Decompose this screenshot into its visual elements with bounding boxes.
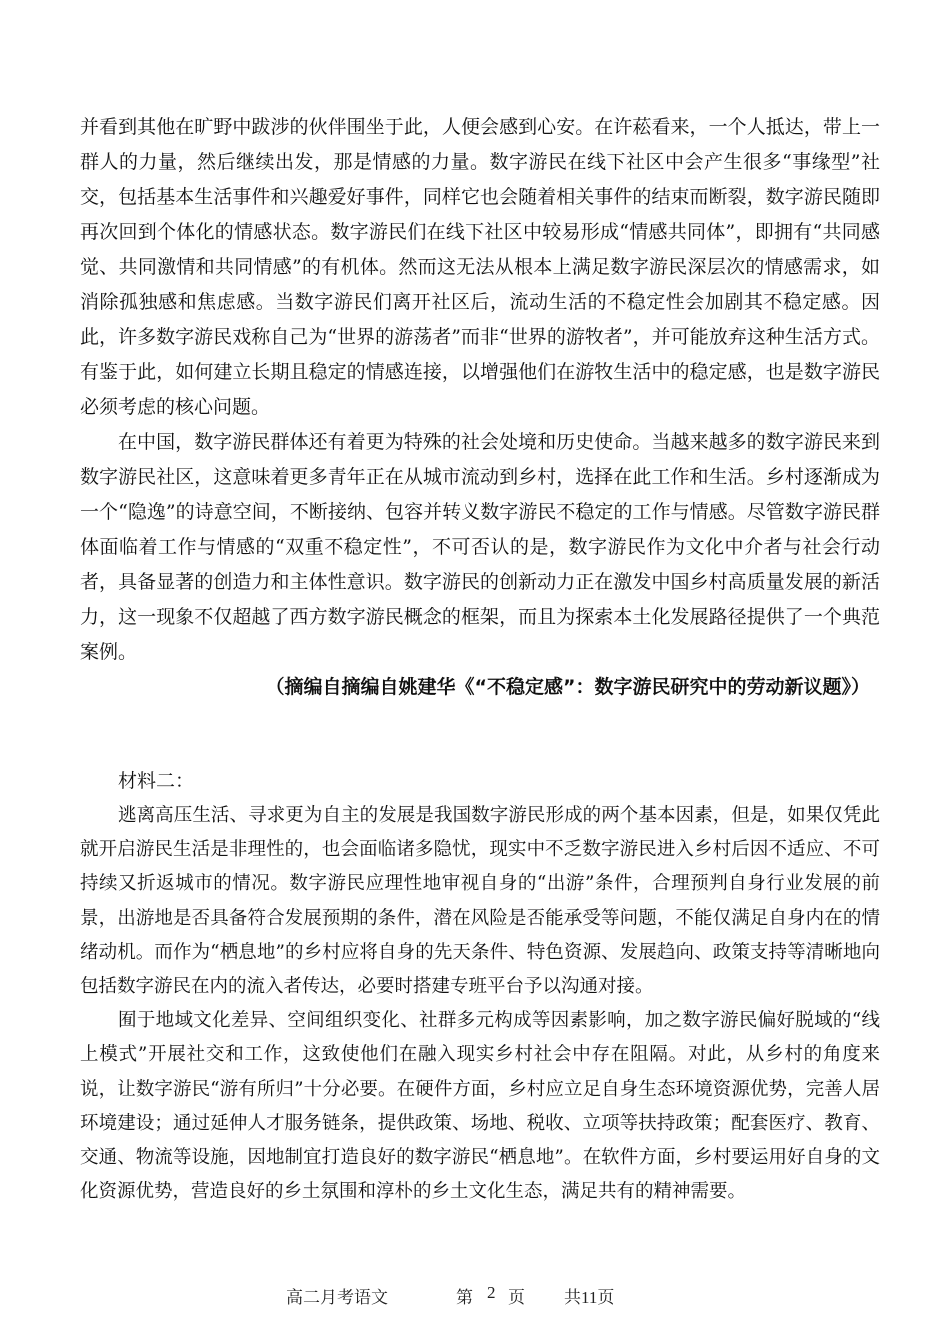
material-one-block (80, 110, 880, 705)
material-one-source: （摘编自摘编自姚建华《“不稳定感”：数字游民研究中的劳动新议题》） (265, 676, 870, 698)
material-two-heading: 材料二： (118, 770, 195, 792)
page-footer (0, 1283, 950, 1313)
footer-page-prefix: 第 (456, 1288, 473, 1307)
material-one-paragraph-1: 并看到其他在旷野中跋涉的伙伴围坐于此，人便会感到心安。在许菘看来，一个人抵达，带上一群人的力量，然后继续出发，那是情感的力量。数字游民在线下社区中会产生很多“事缘型”社交，包括基本生活事件和兴趣爱好事件，同样它也会随着相关事件的结束而断裂，数字游民随即再次回到个体化的情感状态。数字游民们在线下社区中较易形成“情感共同体”，即拥有“共同感觉、共同激情和共同情感”的有机体。然而这无法从根本上满足数字游民深层次的情感需求，如消除孤独感和焦虑感。当数字游民们离开社区后，流动生活的不稳定性会加剧其不稳定感。因此，许多数字游民戏称自己为“世界的游荡者”而非“世界的游牧者”，并可能放弃这种生活方式。有鉴于此，如何建立长期且稳定的情感连接，以增强他们在游牧生活中的稳定感，也是数字游民必须考虑的核心问题。 (80, 116, 880, 418)
material-two-paragraph-1: 逃离高压生活、寻求更为自主的发展是我国数字游民形成的两个基本因素，但是，如果仅凭此就开启游民生活是非理性的，也会面临诸多隐忧，现实中不乏数字游民进入乡村后因不适应、不可持续又折返城市的情况。数字游民应理性地审视自身的“出游”条件，合理预判自身行业发展的前景，出游地是否具备符合发展预期的条件，潜在风险是否能承受等问题，不能仅满足自身内在的情绪动机。而作为“栖息地”的乡村应将自身的先天条件、特色资源、发展趋向、政策支持等清晰地向包括数字游民在内的流入者传达，必要时搭建专班平台予以沟通对接。 (80, 805, 880, 998)
footer-page-number: 2 (487, 1283, 496, 1302)
material-two-block (80, 764, 880, 1209)
footer-page-suffix: 页 (508, 1288, 525, 1307)
material-two-paragraph-2: 囿于地域文化差异、空间组织变化、社群多元构成等因素影响，加之数字游民偏好脱域的“线上模式”开展社交和工作，这致使他们在融入现实乡村社会中存在阻隔。对此，从乡村的角度来说，让数字游民“游有所归”十分必要。在硬件方面，乡村应立足自身生态环境资源优势，完善人居环境建设；通过延伸人才服务链条，提供政策、场地、税收、立项等扶持政策；配套医疗、教育、交通、物流等设施，因地制宜打造良好的数字游民“栖息地”。在软件方面，乡村要运用好自身的文化资源优势，营造良好的乡土氛围和淳朴的乡土文化生态，满足共有的精神需要。 (80, 1010, 880, 1203)
footer-exam-title: 高二月考语文 (286, 1288, 388, 1307)
footer-total-pages: 共11页 (564, 1288, 615, 1307)
material-one-paragraph-2: 在中国，数字游民群体还有着更为特殊的社会处境和历史使命。当越来越多的数字游民来到数字游民社区，这意味着更多青年正在从城市流动到乡村，选择在此工作和生活。乡村逐渐成为一个“隐逸”的诗意空间，不断接纳、包容并转义数字游民不稳定的工作与情感。尽管数字游民群体面临着工作与情感的“双重不稳定性”，不可否认的是，数字游民作为文化中介者与社会行动者，具备显著的创造力和主体性意识。数字游民的创新动力正在激发中国乡村高质量发展的新活力，这一现象不仅超越了西方数字游民概念的框架，而且为探索本土化发展路径提供了一个典范案例。 (80, 431, 880, 663)
